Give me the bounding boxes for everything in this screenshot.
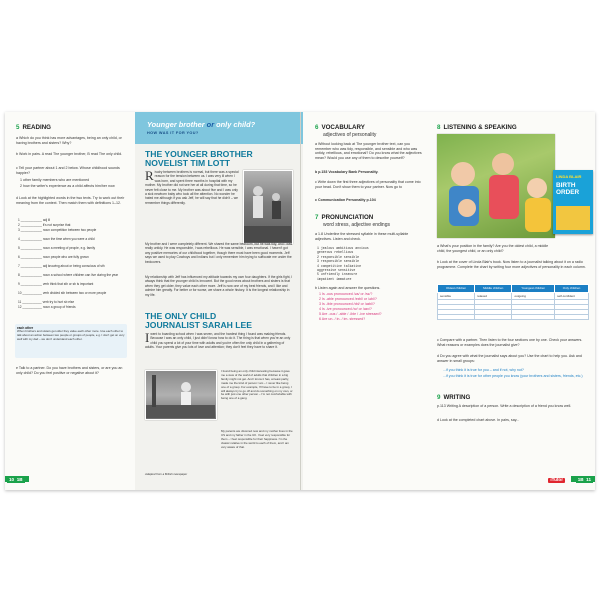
table-header: Middle children — [475, 285, 512, 293]
pronunciation-b6: 6 Are un- / in- / im- stressed? — [319, 317, 366, 321]
vocabulary-heading: 6 VOCABULARY — [315, 124, 365, 131]
table-cell — [438, 315, 475, 320]
reading-e: e Talk to a partner. Do you have brothers and sisters, or are you an only child? Do you feel positive or negative about it? — [16, 366, 123, 375]
table-header: Oldest children — [438, 285, 475, 293]
pron-word-row: impatient immature — [317, 276, 352, 281]
definition-3: 3 ____________ noun competition between two people — [18, 228, 97, 232]
table-cell — [512, 315, 555, 320]
brothers-figures-icon — [244, 171, 291, 242]
children-icon — [437, 134, 555, 238]
definition-8: 8 ____________ noun a school where children can live during the year — [18, 273, 119, 277]
note-text: When brothers and sisters get older they value each other more. Use each other to talk about an action between two people or groups of people, e.g. I don't get on very well with my dad – we don't understand each other. — [17, 329, 125, 341]
pronunciation-b2: 2 Is -able pronounced /eɪbl/ or /əbl/? — [319, 297, 377, 301]
definition-11: 11 ___________ verb try to hurt sb else — [18, 300, 75, 304]
reading-c2: 2 how the writer's experience as a child affects him/her now — [20, 184, 115, 188]
definition-5: 5 ____________ noun a meeting of people, e.g. family — [18, 246, 96, 250]
textbook-spread — [5, 112, 595, 490]
listening-c: c Compare with a partner. Then listen to the four sections one by one. Check your answers. What reasons or examples does the journalist give? — [437, 338, 583, 347]
book-title: BIRTH ORDER — [556, 182, 580, 196]
pron-word-row: 1 jealous ambitious anxious — [317, 246, 369, 250]
vocabulary-c: c Communication Personality p.104 — [315, 198, 376, 202]
listening-d1: ...if you think it is true for you – and if not, why not? — [443, 368, 524, 372]
listening-b: b Look at the cover of Linda Blair's book. Now listen to a journalist talking about it on a radio programme. Complete the chart by writing four more adjectives of personality in each column. — [437, 260, 586, 269]
table-cell — [475, 315, 512, 320]
reading-c1: 1 other family members who are mentioned — [20, 178, 90, 182]
each-other-note — [15, 324, 127, 358]
reading-b: b Work in pairs. A read The younger brother, B read The only child. — [16, 152, 123, 156]
table-cell: self-confident — [555, 292, 589, 300]
definitions-list — [18, 218, 128, 310]
writing-text: p.113 Writing A description of a person. Write a description of a friend you know well. — [437, 404, 572, 408]
itutor-logo: iTutor — [550, 477, 563, 483]
definition-1: 1 ____________ adj ill — [18, 218, 51, 222]
writing-heading: 9 WRITING — [437, 394, 471, 401]
younger-brother-heading: THE YOUNGER BROTHER NOVELIST TIM LOTT — [145, 149, 253, 168]
listening-a: a What's your position in the family? Are you the oldest child, a middle child, the youngest child, or an only child? — [437, 244, 549, 253]
only-child-photo — [145, 370, 217, 420]
article-text-5: I found being an only child interesting because it gave me a view of the world of adults that children in a big family might not get. And I know it has, at least partly, made me the kind of person I am – I never like being one of a group. For example, I'll have to be in a group, I will always try to go off and do something on my own, or be with just one other person – I'm not comfortable with being one of a gang. — [221, 369, 293, 401]
article-header — [135, 112, 303, 144]
pron-word-row: 4 competitive talkative — [317, 263, 361, 268]
pronunciation-b1: 1 Is -ous pronounced /əs/ or /ʌs/? — [319, 292, 373, 296]
article-subtitle: HOW WAS IT FOR YOU? — [147, 131, 199, 135]
article-source: Adapted from a British newspaper — [145, 472, 188, 476]
book-cover — [553, 170, 593, 234]
table-cell: sensible — [438, 292, 475, 300]
reading-a: a Which do you think has more advantages, being an only child, or having brothers and sisters? Why? — [16, 136, 122, 145]
reading-c: c Tell your partner about 1 and 2 below. Whose childhood sounds happier? — [16, 166, 120, 175]
note-title: each other — [17, 326, 34, 330]
pron-word-row: generous rebellious — [317, 250, 354, 255]
pron-word-row: 3 responsible sensible — [317, 259, 360, 264]
page-gutter — [300, 112, 301, 490]
table-header-row — [438, 285, 589, 293]
definition-9: 9 ____________ verb think that sth or sb is important — [18, 282, 94, 286]
pronunciation-sub: word stress, adjective endings — [323, 222, 390, 228]
right-page — [303, 112, 595, 490]
pron-word-row: 5 unfriendly insecure — [317, 272, 358, 277]
table-row — [438, 292, 589, 300]
table-cell: relaxed — [475, 292, 512, 300]
table-cell — [555, 315, 589, 320]
book-cover-image — [556, 206, 590, 230]
only-child-heading: THE ONLY CHILD JOURNALIST SARAH LEE — [145, 311, 252, 330]
look-at-chart: d Look at the completed chart above. In pairs, say... — [437, 418, 520, 422]
pronunciation-b4: 4 Is -ive pronounced /ɪv/ or /aɪv/? — [319, 307, 372, 311]
brothers-photo — [243, 170, 293, 244]
definition-4: 4 ____________ noun the time when you were a child — [18, 237, 95, 241]
vocabulary-d: c Write down the first three adjectives of personality that come into your head. Don't show them to your partner. Now go to — [315, 180, 421, 189]
pronunciation-heading: 7 PRONUNCIATION — [315, 214, 374, 221]
article-panel — [135, 112, 303, 490]
listening-d: d Do you agree with what the journalist says about you? Use the chart to help you. Ask and answer in small groups: — [437, 354, 582, 363]
book-author: LINDA BLAIR — [556, 174, 582, 179]
definition-10: 10 ___________ verb divided sth between two or more people — [18, 291, 107, 295]
pronunciation-words — [317, 246, 425, 281]
definition-6: 6 ____________ noun people who are fully grown — [18, 255, 89, 259]
table-header: Only children — [555, 285, 589, 293]
pron-word-row: aggressive sensitive — [317, 268, 356, 273]
birth-order-table — [437, 284, 589, 320]
pronunciation-b3: 3 Is -ible pronounced /ɪbl/ or /aɪbl/? — [319, 302, 375, 306]
pronunciation-a: a 1.8 Underline the stressed syllable in these multi-syllable adjectives. Listen and check. — [315, 232, 409, 241]
listening-heading: 8 LISTENING & SPEAKING — [437, 124, 517, 131]
article-text-2: My brother and I were completely different. We shared the same bedroom, but he was tidy, and I was really untidy. He was responsible, I was rebellious. He was sensible, I was emotional. I haven't got any positive memories of our childhood together, though there must have been good moments. Jeff says we used to play Cowboys and Indians but I only remember him trying to suffocate me under the bedcovers. — [145, 242, 293, 264]
table-row — [438, 315, 589, 320]
article-text-4: Iwent to boarding school when I was seven, and the hardest thing I found was making friends. Because I was an only child, I just didn't know how to do it. The thing is that when you're an only child you spend a lot of your time with adults and you're often the only child in a gathering of adults. Your parents give you lots of love and attention; they don't feel they have to share it. — [145, 330, 291, 350]
table-header: Youngest children — [512, 285, 555, 293]
vocabulary-b: b p.153 Vocabulary Bank Personality. — [315, 170, 379, 174]
vocabulary-sub: adjectives of personality — [323, 132, 377, 138]
definition-7: 7 ____________ adj knowing about or being conscious of sth — [18, 264, 105, 268]
reading-heading: 5 READING — [16, 124, 51, 131]
pronunciation-b5: 5 Are -ous / -able / -ible / -ive stressed? — [319, 312, 382, 316]
listening-d2: ...if you think it is true for other people you know (your brothers and sisters, friends, etc.) — [443, 374, 583, 378]
definition-2: 2 ____________ it's not surprise that — [18, 223, 71, 227]
left-page-number: 10 1B — [9, 477, 23, 483]
reading-d: d Look at the highlighted words in the two texts. Try to work out their meaning from the context. Then match them with definitions 1–12. — [16, 196, 125, 205]
left-page — [5, 112, 135, 490]
vocabulary-a: a Without looking back at The younger brother text, can you remember who was tidy, responsible, and sensible and who was untidy, rebellious, and emotional? Do you know what the adjectives mean? Would you use any of them to describe yourself? — [315, 142, 422, 160]
pronunciation-b: b Listen again and answer the questions. — [315, 286, 381, 290]
table-cell: outgoing — [512, 292, 555, 300]
article-text-3: My relationship with Jeff has influenced my attitude towards my own four daughters. If the girls fight, I always think that the younger child is innocent. But the good news about brothers and sisters is that when they get older, they value each other more. Jeff is now one of my best friends, and I like and admire him greatly. For better or for worse, we share a whole history. It is the longest relationship in my life. — [145, 275, 293, 297]
girl-garden-icon — [146, 371, 215, 418]
children-photo — [437, 134, 555, 238]
article-title: Younger brother or only child? — [147, 120, 256, 129]
article-text-6: My parents are divorced now and my mother lives in the US and my father in the UK. I feel very responsible for them – I feel responsible for their happiness. I'm the classic relative in the world to each of them, and I am very aware of that. — [221, 429, 293, 449]
right-page-number: 1B 11 — [577, 477, 591, 483]
definition-12: 12 ___________ noun a group of friends — [18, 305, 76, 309]
pron-word-row: 2 responsible sensible — [317, 254, 360, 259]
article-text-1: Rivalry between brothers is normal, but there was a special reason for the tension between us. I was very ill when I was born, and spent three months in hospital with my mother. My brother did not see her at all during that time, so he never felt close to me. My brother was about five and I was only a sick newborn baby who took all the attention. No wonder he hated me although if you ask Jeff, he will say that he didn't – we remember things differently. — [145, 168, 239, 205]
